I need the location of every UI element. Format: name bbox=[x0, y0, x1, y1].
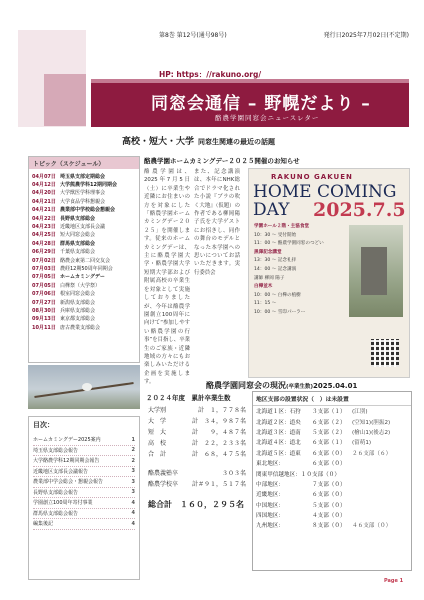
topic-item bbox=[32, 189, 136, 197]
topic-item bbox=[32, 289, 136, 297]
toc-page: 4 bbox=[131, 499, 135, 506]
topic-item bbox=[32, 180, 136, 188]
topic-item bbox=[32, 172, 136, 180]
branch-row bbox=[253, 468, 411, 478]
topic-date: 06月29日 bbox=[32, 249, 56, 256]
toc-list bbox=[29, 433, 139, 532]
toc-label: 長野県支部総会報告 bbox=[33, 489, 79, 496]
branch-area: 九州地区： bbox=[256, 523, 284, 530]
toc-page: 2 bbox=[131, 457, 135, 464]
toc-page: 4 bbox=[131, 520, 135, 527]
topic-item bbox=[32, 214, 136, 222]
branch-note: (檜山1)(後志2) bbox=[352, 429, 391, 436]
topic-date: 07月05日 bbox=[32, 282, 56, 289]
branch-area: 北海道５区：道東 bbox=[256, 450, 301, 457]
branch-area: 北海道４区：道北 bbox=[256, 440, 301, 447]
topic-text: 近畿地区支部長会議 bbox=[60, 224, 106, 231]
toc-item[interactable] bbox=[33, 435, 135, 446]
topic-item bbox=[32, 323, 136, 331]
membership-row bbox=[144, 448, 250, 459]
article-column-2: また、記念講演は、本年にNHK総合でドラマ化された小説『ブラの吹く大地』（仮題）の作者である柳岡陽子氏を大学ゲストにお招きし、同作の舞台のモデルとなった本学園への思いについてお話いただきます。実行委員会 bbox=[194, 169, 240, 276]
topic-date: 09月13日 bbox=[32, 316, 56, 323]
issue-info bbox=[159, 30, 409, 40]
topic-item bbox=[32, 281, 136, 289]
branch-count: ７支部（０） bbox=[312, 481, 346, 488]
topic-item bbox=[32, 264, 136, 272]
branch-area: 中部地区： bbox=[256, 481, 284, 488]
poster-item: 11：15 〜 bbox=[254, 301, 277, 307]
poster-item: 11：00 〜 酪農学園同窓のつどい bbox=[254, 241, 324, 247]
branch-area: 北海道３区：道南 bbox=[256, 429, 301, 436]
branch-count: ６支部（０） bbox=[312, 450, 346, 457]
homecoming-poster bbox=[248, 168, 410, 378]
branch-rows bbox=[253, 406, 411, 531]
membership-label: 合 計 bbox=[148, 451, 167, 458]
branch-area: 東北地区： bbox=[256, 461, 284, 468]
poster-venue: 学園ホール２階・主協食堂 bbox=[254, 224, 310, 229]
branch-count: ５支部（２） bbox=[312, 429, 346, 436]
topic-date: 04月22日 bbox=[32, 215, 56, 222]
branch-status-table bbox=[252, 391, 412, 571]
toc-page: 4 bbox=[131, 510, 135, 517]
poster-item: 10：00 〜 白樺の植樹 bbox=[254, 292, 301, 298]
homepage-link[interactable]: HP: https：//rakuno.org/ bbox=[159, 70, 262, 79]
topic-text: 群馬県支部総会 bbox=[60, 240, 96, 247]
branch-note: ４６支部（０） bbox=[352, 523, 392, 530]
poster-item: 10：00 〜 雪印パーラー bbox=[254, 309, 306, 315]
branch-note: ２６支部（６） bbox=[352, 450, 392, 457]
header-decoration-block bbox=[44, 74, 86, 126]
topic-date: 07月02日 bbox=[32, 257, 56, 264]
topic-item bbox=[32, 306, 136, 314]
branch-note: (江別) bbox=[352, 409, 368, 416]
topic-date: 08月30日 bbox=[32, 307, 56, 314]
membership-heading: ２０２４年度 累計卒業生数 bbox=[146, 394, 231, 402]
toc-label: 編集後記 bbox=[33, 521, 54, 528]
topic-text: 長野県支部総会 bbox=[60, 215, 96, 222]
topic-item bbox=[32, 197, 136, 205]
topic-text: 根室同窓会総会 bbox=[60, 291, 96, 298]
membership-spacer bbox=[144, 459, 250, 467]
toc-item[interactable] bbox=[33, 488, 135, 499]
topic-item bbox=[32, 248, 136, 256]
topic-text: 千葉県支部総会 bbox=[60, 249, 96, 256]
poster-title-line2: DAY bbox=[253, 200, 290, 220]
toc-page: 2 bbox=[131, 447, 135, 454]
topic-date: 04月28日 bbox=[32, 240, 56, 247]
topic-item bbox=[32, 231, 136, 239]
membership-value: 計 ６８，４７５名 bbox=[191, 451, 246, 458]
branch-count: ６支部（０） bbox=[312, 492, 346, 499]
toc-label: 群馬県支部総会報告 bbox=[33, 510, 79, 517]
membership-row bbox=[144, 404, 250, 415]
page-number: Page 1 bbox=[384, 578, 404, 584]
branch-area: 近畿地区： bbox=[256, 492, 284, 499]
topic-text: 唐古農業支部総会 bbox=[60, 324, 101, 331]
toc-item[interactable] bbox=[33, 446, 135, 457]
branch-area: 北海道１区：石狩 bbox=[256, 409, 301, 416]
branch-row bbox=[253, 427, 411, 437]
membership-value: 計 ２２，２３３名 bbox=[191, 440, 246, 447]
branch-count: ６支部（１） bbox=[312, 440, 346, 447]
topic-item bbox=[32, 206, 136, 214]
toc-page: 3 bbox=[131, 489, 135, 496]
topic-text: 短大同窓会総会 bbox=[60, 232, 96, 239]
toc-item[interactable] bbox=[33, 456, 135, 467]
branch-row bbox=[253, 406, 411, 416]
branch-area: 中国地区： bbox=[256, 502, 284, 509]
topic-text: 大学熊農学科12期同期会 bbox=[60, 182, 117, 189]
article-column-1: 酪農学園は、2025年7月5日（土）に卒業生や近隣にお住まいの方を対象にした「酪農学園ホームカミングデー２０２５」を開催します。従来のホームカミングデーは、主に酪農学園大学・酪農学園大学短期大学部および附属高校の卒業生を対象として実施しておりましたが、今年は酪農学園創立100周年に向けて“参加しやすい酪農学園の行事”を目指し、卒業生のご家族・近隣地域の方々にもお楽しみいただける企画を実施します。 bbox=[144, 169, 190, 386]
topic-date: 10月11日 bbox=[32, 324, 56, 331]
toc-page: 3 bbox=[131, 478, 135, 485]
toc-label: 埼玉県支部総会報告 bbox=[33, 447, 79, 454]
poster-schedule bbox=[254, 223, 346, 318]
membership-label: 大学別 bbox=[148, 407, 167, 414]
issue-date: 発行日2025年7月02日(不定期) bbox=[323, 32, 409, 39]
topics-list bbox=[29, 169, 139, 334]
toc-label: 大学酪農学科12期同期会報告 bbox=[33, 458, 100, 465]
membership-row bbox=[144, 426, 250, 437]
membership-row bbox=[144, 478, 250, 489]
status-heading bbox=[206, 380, 357, 391]
topic-date: 07月27日 bbox=[32, 299, 56, 306]
toc-page: 1 bbox=[131, 436, 135, 443]
membership-summary bbox=[144, 391, 250, 571]
branch-row bbox=[253, 489, 411, 499]
issue-number: 第8巻 第12号(通号98号) bbox=[159, 32, 227, 39]
toc-label: 学園創立100周年寄付事業 bbox=[33, 500, 93, 507]
branch-note: (空知1)(胆振2) bbox=[352, 419, 391, 426]
newsletter-subtitle: 酪農学園同窓会ニュースレター bbox=[215, 114, 320, 122]
topic-date: 04月07日 bbox=[32, 173, 56, 180]
topic-item bbox=[32, 315, 136, 323]
branch-area: 四国地区： bbox=[256, 513, 284, 520]
toc-page: 3 bbox=[131, 468, 135, 475]
poster-item: 黒澤記念講堂 bbox=[254, 249, 282, 255]
bird-photo bbox=[28, 365, 140, 409]
topic-text: 大学食品学科懇親会 bbox=[60, 198, 106, 205]
toc-item[interactable] bbox=[33, 519, 135, 530]
membership-row bbox=[144, 415, 250, 426]
topic-text: 白樺祭（大学祭） bbox=[60, 282, 101, 289]
membership-row bbox=[144, 467, 250, 478]
qr-code-icon[interactable] bbox=[371, 339, 399, 367]
branch-area: 北海道２区：道央 bbox=[256, 419, 301, 426]
topic-item bbox=[32, 239, 136, 247]
membership-label: 高 校 bbox=[148, 440, 167, 447]
branch-row bbox=[253, 458, 411, 468]
branch-row bbox=[253, 510, 411, 520]
topic-date: 04月20日 bbox=[32, 190, 56, 197]
branch-count: ６支部（０） bbox=[312, 461, 346, 468]
header-decoration bbox=[18, 30, 86, 127]
section-title-main: 高校・短大・大学 bbox=[122, 137, 195, 147]
toc-label: 農業部中学会総会・懇親会報告 bbox=[33, 479, 104, 486]
poster-item: 白樺並木 bbox=[254, 284, 273, 290]
membership-rows-2 bbox=[144, 467, 250, 489]
membership-total: 総合計 １６０，２９５名 bbox=[148, 500, 244, 509]
topic-item bbox=[32, 273, 136, 281]
branch-count: ５支部（０） bbox=[312, 502, 346, 509]
topics-heading: トピック（スケジュール） bbox=[29, 157, 139, 169]
status-date: 2025.04.01 bbox=[313, 382, 358, 390]
poster-item: 講師 柳岡 陽子 bbox=[254, 275, 285, 281]
topic-item bbox=[32, 256, 136, 264]
branch-row bbox=[253, 416, 411, 426]
topic-text: 新潟県支部総会 bbox=[60, 299, 96, 306]
topic-item bbox=[32, 298, 136, 306]
topic-text: ホームカミングデー bbox=[60, 274, 105, 281]
topic-date: 07月06日 bbox=[32, 291, 56, 298]
membership-label: 大 学 bbox=[148, 418, 167, 425]
membership-value: 計 ３４，９８７名 bbox=[191, 418, 246, 425]
membership-label: 酪農学校卒 bbox=[148, 481, 179, 488]
branch-count: ３支部（１） bbox=[312, 409, 346, 416]
membership-value: 計 ９，４８７名 bbox=[191, 429, 246, 436]
newsletter-title: 同窓会通信 – 野幌だより – bbox=[151, 94, 371, 114]
membership-rows bbox=[144, 404, 250, 459]
topic-date: 04月12日 bbox=[32, 182, 56, 189]
section-title-sub: 同窓生関連の最近の話題 bbox=[198, 138, 276, 146]
poster-title-line1: HOME COMING bbox=[253, 182, 397, 202]
banner-stripe bbox=[91, 79, 409, 83]
article-heading: 酪農学園ホームカミングデー２０２５開催のお知らせ bbox=[144, 157, 300, 165]
topic-text: 大学獣医学科理事会 bbox=[60, 190, 106, 197]
membership-value: 計 １，７７８名 bbox=[197, 407, 246, 414]
membership-value: 計＃９１，５１７名 bbox=[191, 481, 246, 488]
branch-row bbox=[253, 520, 411, 530]
membership-value: ３０３名 bbox=[221, 470, 246, 477]
topic-date: 04月21日 bbox=[32, 207, 56, 214]
topic-date: 04月25日 bbox=[32, 232, 56, 239]
poster-photo bbox=[349, 225, 403, 317]
topic-text: 兵庫県支部総会 bbox=[60, 307, 96, 314]
branch-row bbox=[253, 500, 411, 510]
topics-box bbox=[28, 156, 140, 363]
topic-text: 農経12期50周年同期会 bbox=[60, 265, 113, 272]
toc-label: ホームカミングデー2025案内 bbox=[33, 437, 101, 444]
toc-item[interactable] bbox=[33, 477, 135, 488]
photo-bird bbox=[82, 383, 92, 391]
poster-item: 10：30 〜 受付開始 bbox=[254, 232, 297, 238]
membership-label: 短 大 bbox=[148, 429, 167, 436]
branch-row bbox=[253, 479, 411, 489]
topic-date: 07月05日 bbox=[32, 274, 56, 281]
poster-monument bbox=[361, 247, 387, 295]
topic-text: 埼玉県支部定期総会 bbox=[60, 173, 106, 180]
topic-date: 07月03日 bbox=[32, 265, 56, 272]
branch-row bbox=[253, 437, 411, 447]
branch-count: ４支部（０） bbox=[312, 513, 346, 520]
section-title bbox=[122, 134, 275, 147]
membership-label: 酪農義塾卒 bbox=[148, 470, 179, 477]
toc-item[interactable] bbox=[33, 509, 135, 520]
topic-date: 04月23日 bbox=[32, 224, 56, 231]
topic-text: 東京都支部総会 bbox=[60, 316, 96, 323]
toc-item[interactable] bbox=[33, 498, 135, 509]
branch-row bbox=[253, 448, 411, 458]
branch-count: ８支部（０） bbox=[312, 523, 346, 530]
toc-label: 近畿地区支部長会議報告 bbox=[33, 468, 89, 475]
branch-count: ６支部（２） bbox=[312, 419, 346, 426]
poster-brand: RAKUNO GAKUEN bbox=[271, 173, 353, 181]
poster-item: 14：00 〜 記念講演 bbox=[254, 266, 297, 272]
branch-note: (留萌1) bbox=[352, 440, 372, 447]
poster-date: 2025.7.5 bbox=[313, 199, 406, 221]
topic-text: 酪農会東第二回交友会 bbox=[60, 257, 111, 264]
status-title: 酪農学園同窓会の現況 bbox=[206, 381, 286, 390]
poster-item: 13：30 〜 記念礼拝 bbox=[254, 258, 297, 264]
branch-area: 関東甲信越地区：１０支部（０） bbox=[256, 471, 340, 478]
topic-item bbox=[32, 222, 136, 230]
toc-heading: 目次： bbox=[33, 421, 54, 429]
topic-date: 04月21日 bbox=[32, 198, 56, 205]
topic-text: 農業部中学校総会懇親会 bbox=[60, 207, 116, 214]
table-of-contents bbox=[28, 416, 140, 580]
branch-heading: 地区支部の設置状況（ ）は未設置 bbox=[253, 392, 411, 406]
membership-row bbox=[144, 437, 250, 448]
title-banner bbox=[91, 83, 409, 127]
status-note: (卒業生数) bbox=[286, 384, 314, 390]
toc-item[interactable] bbox=[33, 467, 135, 478]
